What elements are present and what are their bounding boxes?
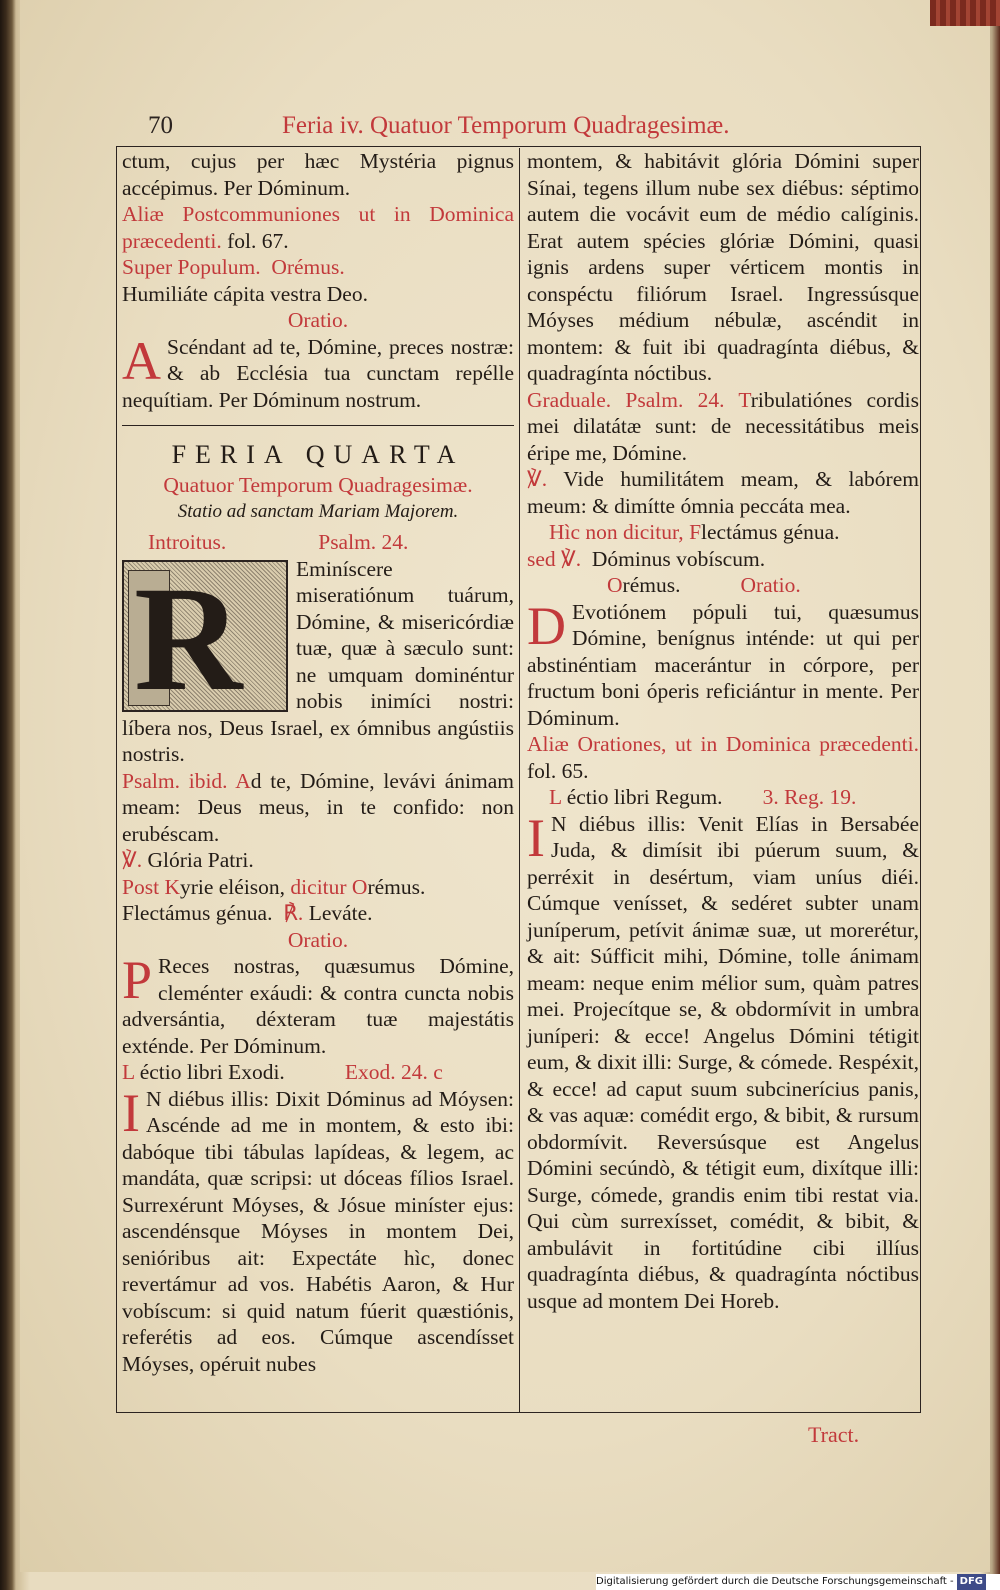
flectamus-line: Flectámus génua. ℟. Leváte. (122, 901, 373, 925)
introit-text: Eminíscere miseratiónum tuárum, Dómine, & misericórdiæ tuæ, quæ à sæculo sunt: ne umquam dominéntur nobis inimíci nostri: líbera nos, Deus Israel, ex ómnibus angústiis nostris. (122, 556, 514, 766)
oremus-line: Orémus. Oratio. (607, 573, 801, 597)
ribbon-edge (930, 0, 1000, 26)
versicle: ℣. Vide humilitátem meam, & labórem meum: & dimítte ómnia peccáta mea. (527, 467, 919, 518)
oratio-heading: Oratio. (287, 308, 349, 332)
drop-cap: P (122, 950, 153, 1010)
page-number: 70 (148, 112, 173, 139)
footer-text: Digitalisierung gefördert durch die Deutsche Forschungsgemeinschaft - (596, 1576, 954, 1587)
text-paragraph: montem, & habitávit glória Dómini super Sínai, tegens illum nube sex diébus: séptimo autem die vocávit eum de médio calíginis. Erat autem spécies glóriæ Dómini, quasi ignis ardens super vérticem montis in conspéctu filiórum Israel. Ingressúsque Móyses médium nébulæ, ascéndit in montem: & fuit ibi quadragínta diébus, & quadragínta nóctibus. (527, 149, 919, 385)
column-divider (519, 148, 520, 1412)
page-header (128, 112, 928, 146)
woodcut-letter: R (134, 559, 243, 712)
prayer-paragraph: A Scéndant ad te, Dómine, preces nostræ: & ab Ecclésia tua cunctam repélle nequítiam. Per Dóminum nostrum. (122, 330, 514, 412)
drop-cap: D (527, 595, 566, 656)
feria-subtitle: Quatuor Temporum Quadragesimæ. (163, 473, 473, 497)
section-rule (122, 425, 514, 426)
drop-cap: A (122, 330, 161, 391)
text-paragraph: ctum, cujus per hæc Mystéria pignus accépimus. Per Dóminum. (122, 149, 514, 200)
prayer-paragraph: P Reces nostras, quæsumus Dómine, cleménter exáudi: & contra cuncta nobis adversántia, déxteram tuæ majestátis exténde. Per Dóminum. (122, 950, 514, 1058)
oratio-heading: Oratio. (287, 927, 349, 952)
left-column (122, 148, 514, 1377)
psalm-verse: Psalm. ibid. Ad te, Dómine, levávi ánimam meam: Deus meus, in te confido: non erubéscam. (122, 768, 514, 846)
gloria-line: ℣. Glória Patri. (122, 848, 254, 872)
graduale-line: Graduale. Psalm. 24. Tribulatiónes cordis mei dilatátæ sunt: de necessitátibus meis éripe me, Dómine. (527, 387, 919, 465)
rubric-line: Hìc non dicitur, Flectámus génua. (549, 520, 840, 544)
woodcut-initial (122, 560, 288, 712)
lectio-line: L éctio libri Regum. 3. Reg. 19. (549, 785, 857, 809)
digitization-footer (596, 1574, 1000, 1590)
introitus-line: Introitus. Psalm. 24. (148, 530, 409, 554)
lectio-paragraph: I N diébus illis: Venit Elías in Bersabée Juda, & dimísit ibi púerum suum, & perréxit in desértum, viam uníus diéi. Cúmque venísset, & sedéret subter unam juníperum, petívit ánimæ suæ, ut morerétur, & ait: Súfficit mihi, Dómine, tolle ánimam meam: neque enim mélior sum, quàm patres mei. Projecítque se, & obdormívit in umbra juníperi: & ecce! Angelus Dómini tétigit eum, & dixit illi: Surge, & cómede. Respéxit, & ecce! ad caput suum subcinerícius panis, & vas aquæ: comédit ergo, & bibit, & rursum obdormívit. Reversúsque est Angelus Dómini secúndò, & tétigit eum, dixítque illi: Surge, cómede, grandis enim tibi restat via. Qui cùm surrexísset, comédit, & bibit, & ambulávit in fortitúdine cibi illíus quadragínta diébus, & quadragínta nóctibus usque ad montem Dei Horeb. (527, 807, 919, 1313)
lectio-paragraph: I N diébus illis: Dixit Dóminus ad Móysen: Ascénde ad me in montem, & esto ibi: dabóque tibi tábulas lapídeas, & legem, ac mandáta, quæ scripsi: ut dóceas fílios Israel. Surrexérunt Móyses, & Jósue miníster ejus: ascendénsque Móyses in montem Dei, senióribus ait: Expectáte hìc, donec revertámur ad vos. Habétis Aaron, & Hur vobíscum: si quid natum fúerit quæstiónis, referétis ad eos. Cúmque ascendísset Móyses, opéruit nubes (122, 1082, 514, 1376)
lectio-line: L éctio libri Exodi. Exod. 24. c (122, 1060, 443, 1084)
post-kyrie-line: Post Kyrie eléison, dicitur Orémus. (122, 874, 426, 899)
text-paragraph: Humiliáte cápita vestra Deo. (122, 281, 368, 306)
drop-cap: I (122, 1082, 140, 1143)
catchword: Tract. (808, 1422, 860, 1447)
rubric: Aliæ Postcommuniones ut in Dominica præcedenti. fol. 67. (122, 202, 514, 253)
dfg-logo: DFG (957, 1574, 986, 1590)
feria-title: FERIA QUARTA (171, 440, 465, 469)
right-column (527, 148, 919, 1314)
super-populum-line: Super Populum. Orémus. (122, 255, 345, 279)
running-head: Feria iv. Quatuor Temporum Quadragesimæ. (282, 112, 730, 139)
dominus-line: sed ℣. Dóminus vobíscum. (527, 546, 766, 571)
drop-cap: I (527, 807, 545, 868)
statio-line: Statio ad sanctam Mariam Majorem. (177, 500, 459, 522)
rubric: Aliæ Orationes, ut in Dominica præcedenti. fol. 65. (527, 732, 919, 783)
prayer-paragraph: D Evotiónem pópuli tui, quæsumus Dómine, benígnus inténde: ut qui per abstinéntiam macerántur in córpore, per fructum boni óperis reficiántur in mente. Per Dóminum. (527, 595, 919, 730)
